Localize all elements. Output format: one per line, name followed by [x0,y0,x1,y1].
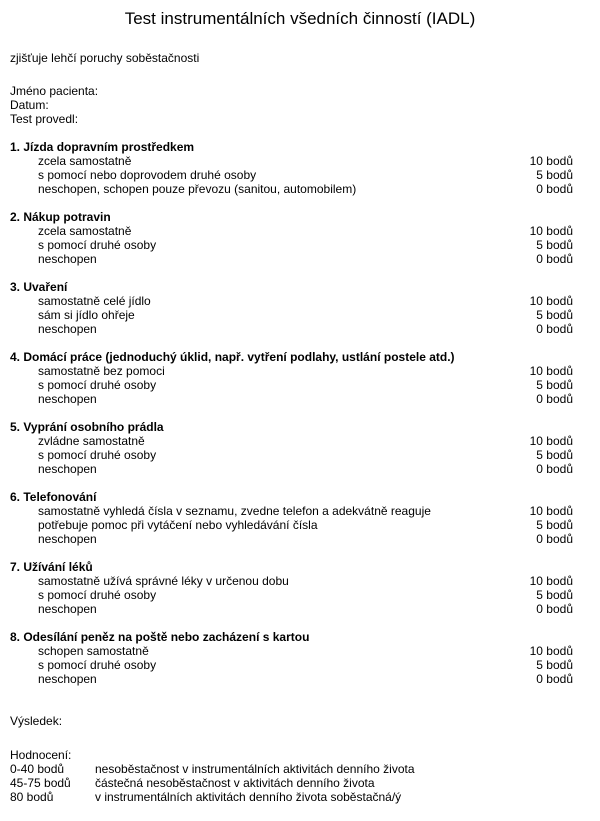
option-label: s pomocí druhé osoby [38,448,157,462]
score-range: 45-75 bodů [10,776,71,790]
score-description: částečná nesoběstačnost v aktivitách denního života [95,776,375,790]
option-label: samostatně celé jídlo [38,294,151,308]
option-row [10,364,573,378]
section-title: 4. Domácí práce (jednoduchý úklid, např. vytření podlahy, ustlání postele atd.) [10,350,455,364]
option-points: 5 bodů [536,308,573,322]
sections-list [10,140,573,686]
option-label: samostatně užívá správné léky v určenou dobu [38,574,289,588]
option-label: neschopen [38,532,97,546]
option-row [10,252,573,266]
option-points: 5 bodů [536,588,573,602]
option-row [10,448,573,462]
option-row [10,392,573,406]
option-points: 5 bodů [536,518,573,532]
option-points: 0 bodů [536,392,573,406]
option-row [10,224,573,238]
option-row [10,168,573,182]
page-title: Test instrumentálních všedních činností (IADL) [124,9,476,28]
option-label: schopen samostatně [38,644,149,658]
section-cooking [10,280,573,336]
option-label: s pomocí druhé osoby [38,658,157,672]
option-points: 5 bodů [536,378,573,392]
option-row [10,182,573,196]
option-row [10,602,573,616]
option-row [10,154,573,168]
section-title: 6. Telefonování [10,490,97,504]
option-row [10,518,573,532]
option-points: 5 bodů [536,448,573,462]
option-label: neschopen [38,672,97,686]
option-row [10,322,573,336]
examiner-label: Test provedl: [10,112,79,126]
option-row [10,672,573,686]
option-points: 10 bodů [529,644,573,658]
option-points: 10 bodů [529,574,573,588]
section-finances [10,630,573,686]
option-row [10,574,573,588]
option-row [10,378,573,392]
option-points: 10 bodů [529,504,573,518]
section-shopping [10,210,573,266]
option-points: 5 bodů [536,168,573,182]
option-label: neschopen [38,252,97,266]
option-label: neschopen [38,392,97,406]
option-label: potřebuje pomoc při vytáčení nebo vyhledávání čísla [38,518,318,532]
option-row [10,294,573,308]
section-title: 3. Uvaření [10,280,68,294]
option-row [10,504,573,518]
option-label: s pomocí druhé osoby [38,378,157,392]
form-content [10,51,573,804]
date-label: Datum: [10,98,49,112]
score-description: v instrumentálních aktivitách denního života soběstačná/ý [95,790,402,804]
option-label: neschopen [38,462,97,476]
option-points: 10 bodů [529,364,573,378]
option-points: 0 bodů [536,322,573,336]
option-label: neschopen [38,602,97,616]
option-label: neschopen [38,322,97,336]
section-housework [10,350,573,406]
scoring-label: Hodnocení: [10,748,72,762]
option-row [10,462,573,476]
option-points: 0 bodů [536,532,573,546]
option-row [10,588,573,602]
option-label: sám si jídlo ohřeje [38,308,135,322]
section-transport [10,140,573,196]
score-range: 80 bodů [10,790,54,804]
score-description: nesoběstačnost v instrumentálních aktivitách denního života [95,762,415,776]
option-points: 0 bodů [536,182,573,196]
option-row [10,238,573,252]
option-points: 0 bodů [536,252,573,266]
scoring-legend [10,748,573,804]
option-label: s pomocí nebo doprovodem druhé osoby [38,168,257,182]
option-points: 10 bodů [529,224,573,238]
option-label: zcela samostatně [38,224,132,238]
option-label: zvládne samostatně [38,434,145,448]
option-points: 0 bodů [536,602,573,616]
option-label: zcela samostatně [38,154,132,168]
option-label: samostatně bez pomoci [38,364,165,378]
page-subtitle: zjišťuje lehčí poruchy soběstačnosti [10,51,200,65]
section-title: 2. Nákup potravin [10,210,111,224]
section-title: 1. Jízda dopravním prostředkem [10,140,195,154]
option-label: samostatně vyhledá čísla v seznamu, zvedne telefon a adekvátně reaguje [38,504,431,518]
result-label: Výsledek: [10,714,63,728]
option-points: 0 bodů [536,462,573,476]
option-points: 10 bodů [529,294,573,308]
option-points: 5 bodů [536,658,573,672]
option-points: 10 bodů [529,154,573,168]
scoring-row [10,762,573,776]
section-laundry [10,420,573,476]
scoring-row [10,776,573,790]
section-title: 5. Vyprání osobního prádla [10,420,164,434]
scoring-row [10,790,573,804]
section-telephone [10,490,573,546]
patient-name-label: Jméno pacienta: [10,84,99,98]
option-label: s pomocí druhé osoby [38,588,157,602]
option-row [10,308,573,322]
option-label: neschopen, schopen pouze převozu (sanitou, automobilem) [38,182,357,196]
option-row [10,434,573,448]
score-range: 0-40 bodů [10,762,65,776]
option-row [10,644,573,658]
option-row [10,532,573,546]
option-row [10,658,573,672]
option-points: 10 bodů [529,434,573,448]
section-title: 8. Odesílání peněz na poště nebo zacházení s kartou [10,630,310,644]
patient-fields [10,84,573,126]
option-points: 5 bodů [536,238,573,252]
option-points: 0 bodů [536,672,573,686]
section-title: 7. Užívání léků [10,560,93,574]
option-label: s pomocí druhé osoby [38,238,157,252]
section-medication [10,560,573,616]
